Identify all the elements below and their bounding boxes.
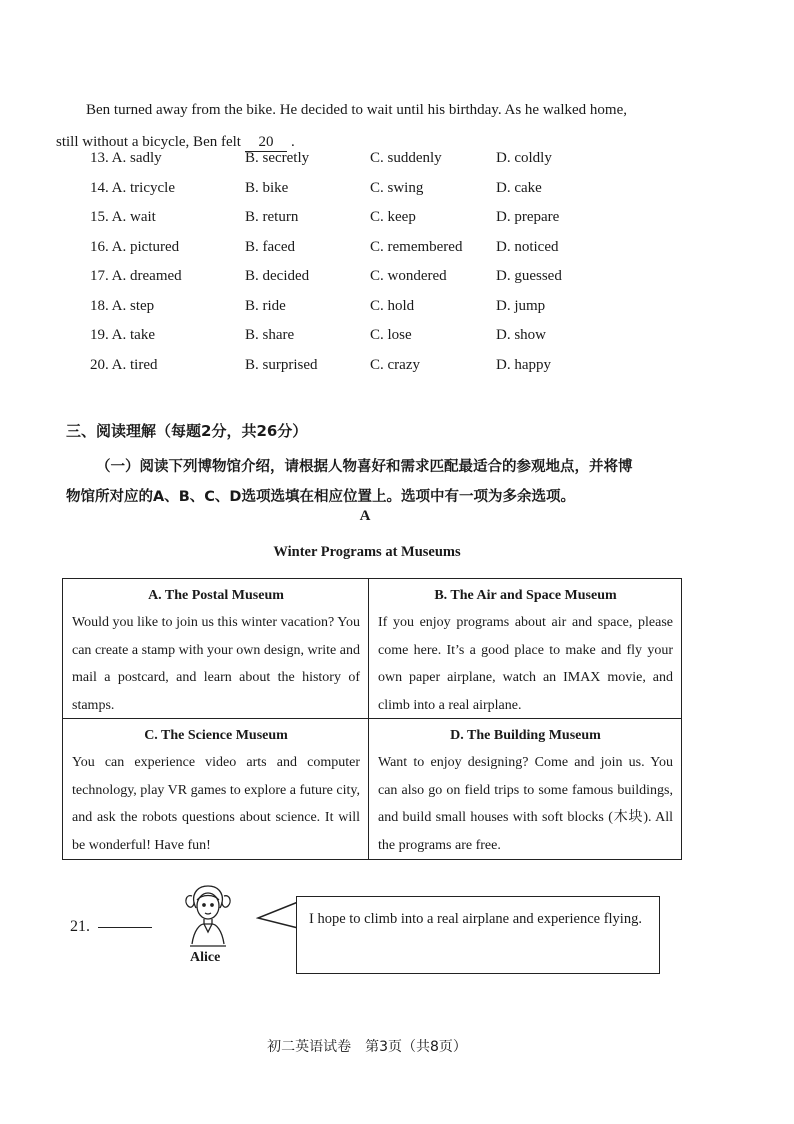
passage-line-2-text: still without a bicycle, Ben felt [56, 134, 241, 150]
option-c: C. wondered [370, 268, 447, 284]
option-c: C. hold [370, 297, 415, 314]
cloze-passage [56, 94, 676, 158]
question-number: 21. [70, 918, 90, 935]
option-b: B. faced [245, 238, 295, 255]
option-d: D. prepare [496, 209, 560, 225]
option-a: 20. A. tired [90, 356, 158, 373]
option-b: B. share [245, 327, 295, 343]
person-name: Alice [190, 950, 221, 965]
girl-illustration-icon [182, 882, 234, 952]
option-b: B. ride [245, 297, 286, 314]
option-a: 19. A. take [90, 327, 155, 343]
option-d: D. happy [496, 356, 551, 373]
museum-description: Want to enjoy designing? Come and join us. You can also go on field trips to some famous buildings, and build small houses with soft blocks (木块). All the programs are free. [378, 755, 673, 853]
table-title: Winter Programs at Museums [273, 544, 461, 560]
museum-title: B. The Air and Space Museum [434, 588, 617, 603]
museum-description: Would you like to join us this winter vacation? You can create a stamp with your own design, write and mail a postcard, and learn about the history of stamps. [72, 615, 360, 713]
museum-cell-a [63, 579, 369, 719]
section-title: 三、阅读理解（每题2分，共26分） [66, 422, 308, 440]
option-c: C. remembered [370, 238, 463, 255]
answer-blank[interactable] [98, 927, 152, 928]
option-a: 16. A. pictured [90, 238, 180, 255]
option-d: D. guessed [496, 268, 562, 284]
option-a: 15. A. wait [90, 209, 156, 225]
option-c: C. swing [370, 179, 424, 196]
instruction-line-1: （一）阅读下列博物馆介绍，请根据人物喜好和需求匹配最适合的参观地点，并将博 [96, 459, 633, 475]
passage-line-2-end: . [290, 134, 295, 150]
question-21 [70, 918, 152, 936]
speech-bubble: I hope to climb into a real airplane and experience flying. [296, 896, 660, 974]
option-a: 17. A. dreamed [90, 268, 182, 284]
instructions [66, 452, 706, 512]
speech-bubble-tail [256, 896, 300, 936]
museum-description: If you enjoy programs about air and space, please come here. It’s a good place to make and fly your own paper airplane, watch an IMAX movie, and climb into a real airplane. [378, 615, 673, 713]
museum-title: A. The Postal Museum [148, 588, 284, 603]
option-d: D. coldly [496, 150, 552, 166]
museum-cell-b [369, 579, 681, 719]
option-c: C. suddenly [370, 150, 442, 166]
instruction-line-2: 物馆所对应的A、B、C、D选项选填在相应位置上。选项中有一项为多余选项。 [66, 489, 575, 505]
museum-title: C. The Science Museum [144, 728, 288, 743]
option-d: D. noticed [496, 238, 559, 255]
museum-cell-d [369, 719, 681, 859]
museum-description: You can experience video arts and computer technology, play VR games to explore a future city, and ask the robots questions about science. It will be wonderful! Have fun! [72, 755, 360, 853]
option-a: 14. A. tricycle [90, 179, 175, 196]
option-b: B. decided [245, 268, 310, 284]
blank-20: 20 [245, 133, 287, 152]
museum-cell-c [63, 719, 369, 859]
option-a: 18. A. step [90, 297, 155, 314]
part-label: A [359, 508, 371, 524]
option-b: B. secretly [245, 150, 310, 166]
option-d: D. jump [496, 297, 546, 314]
option-d: D. show [496, 327, 547, 343]
option-d: D. cake [496, 179, 542, 196]
option-b: B. return [245, 209, 299, 225]
museum-table [62, 578, 682, 860]
option-c: C. crazy [370, 356, 420, 373]
option-c: C. lose [370, 327, 412, 343]
option-a: 13. A. sadly [90, 150, 162, 166]
museum-title: D. The Building Museum [450, 728, 601, 743]
option-c: C. keep [370, 209, 416, 225]
option-b: B. bike [245, 179, 289, 196]
option-b: B. surprised [245, 356, 318, 373]
page-footer: 初二英语试卷 第3页（共8页） [267, 1039, 467, 1055]
passage-line-1: Ben turned away from the bike. He decided to wait until his birthday. As he walked home, [86, 102, 627, 118]
